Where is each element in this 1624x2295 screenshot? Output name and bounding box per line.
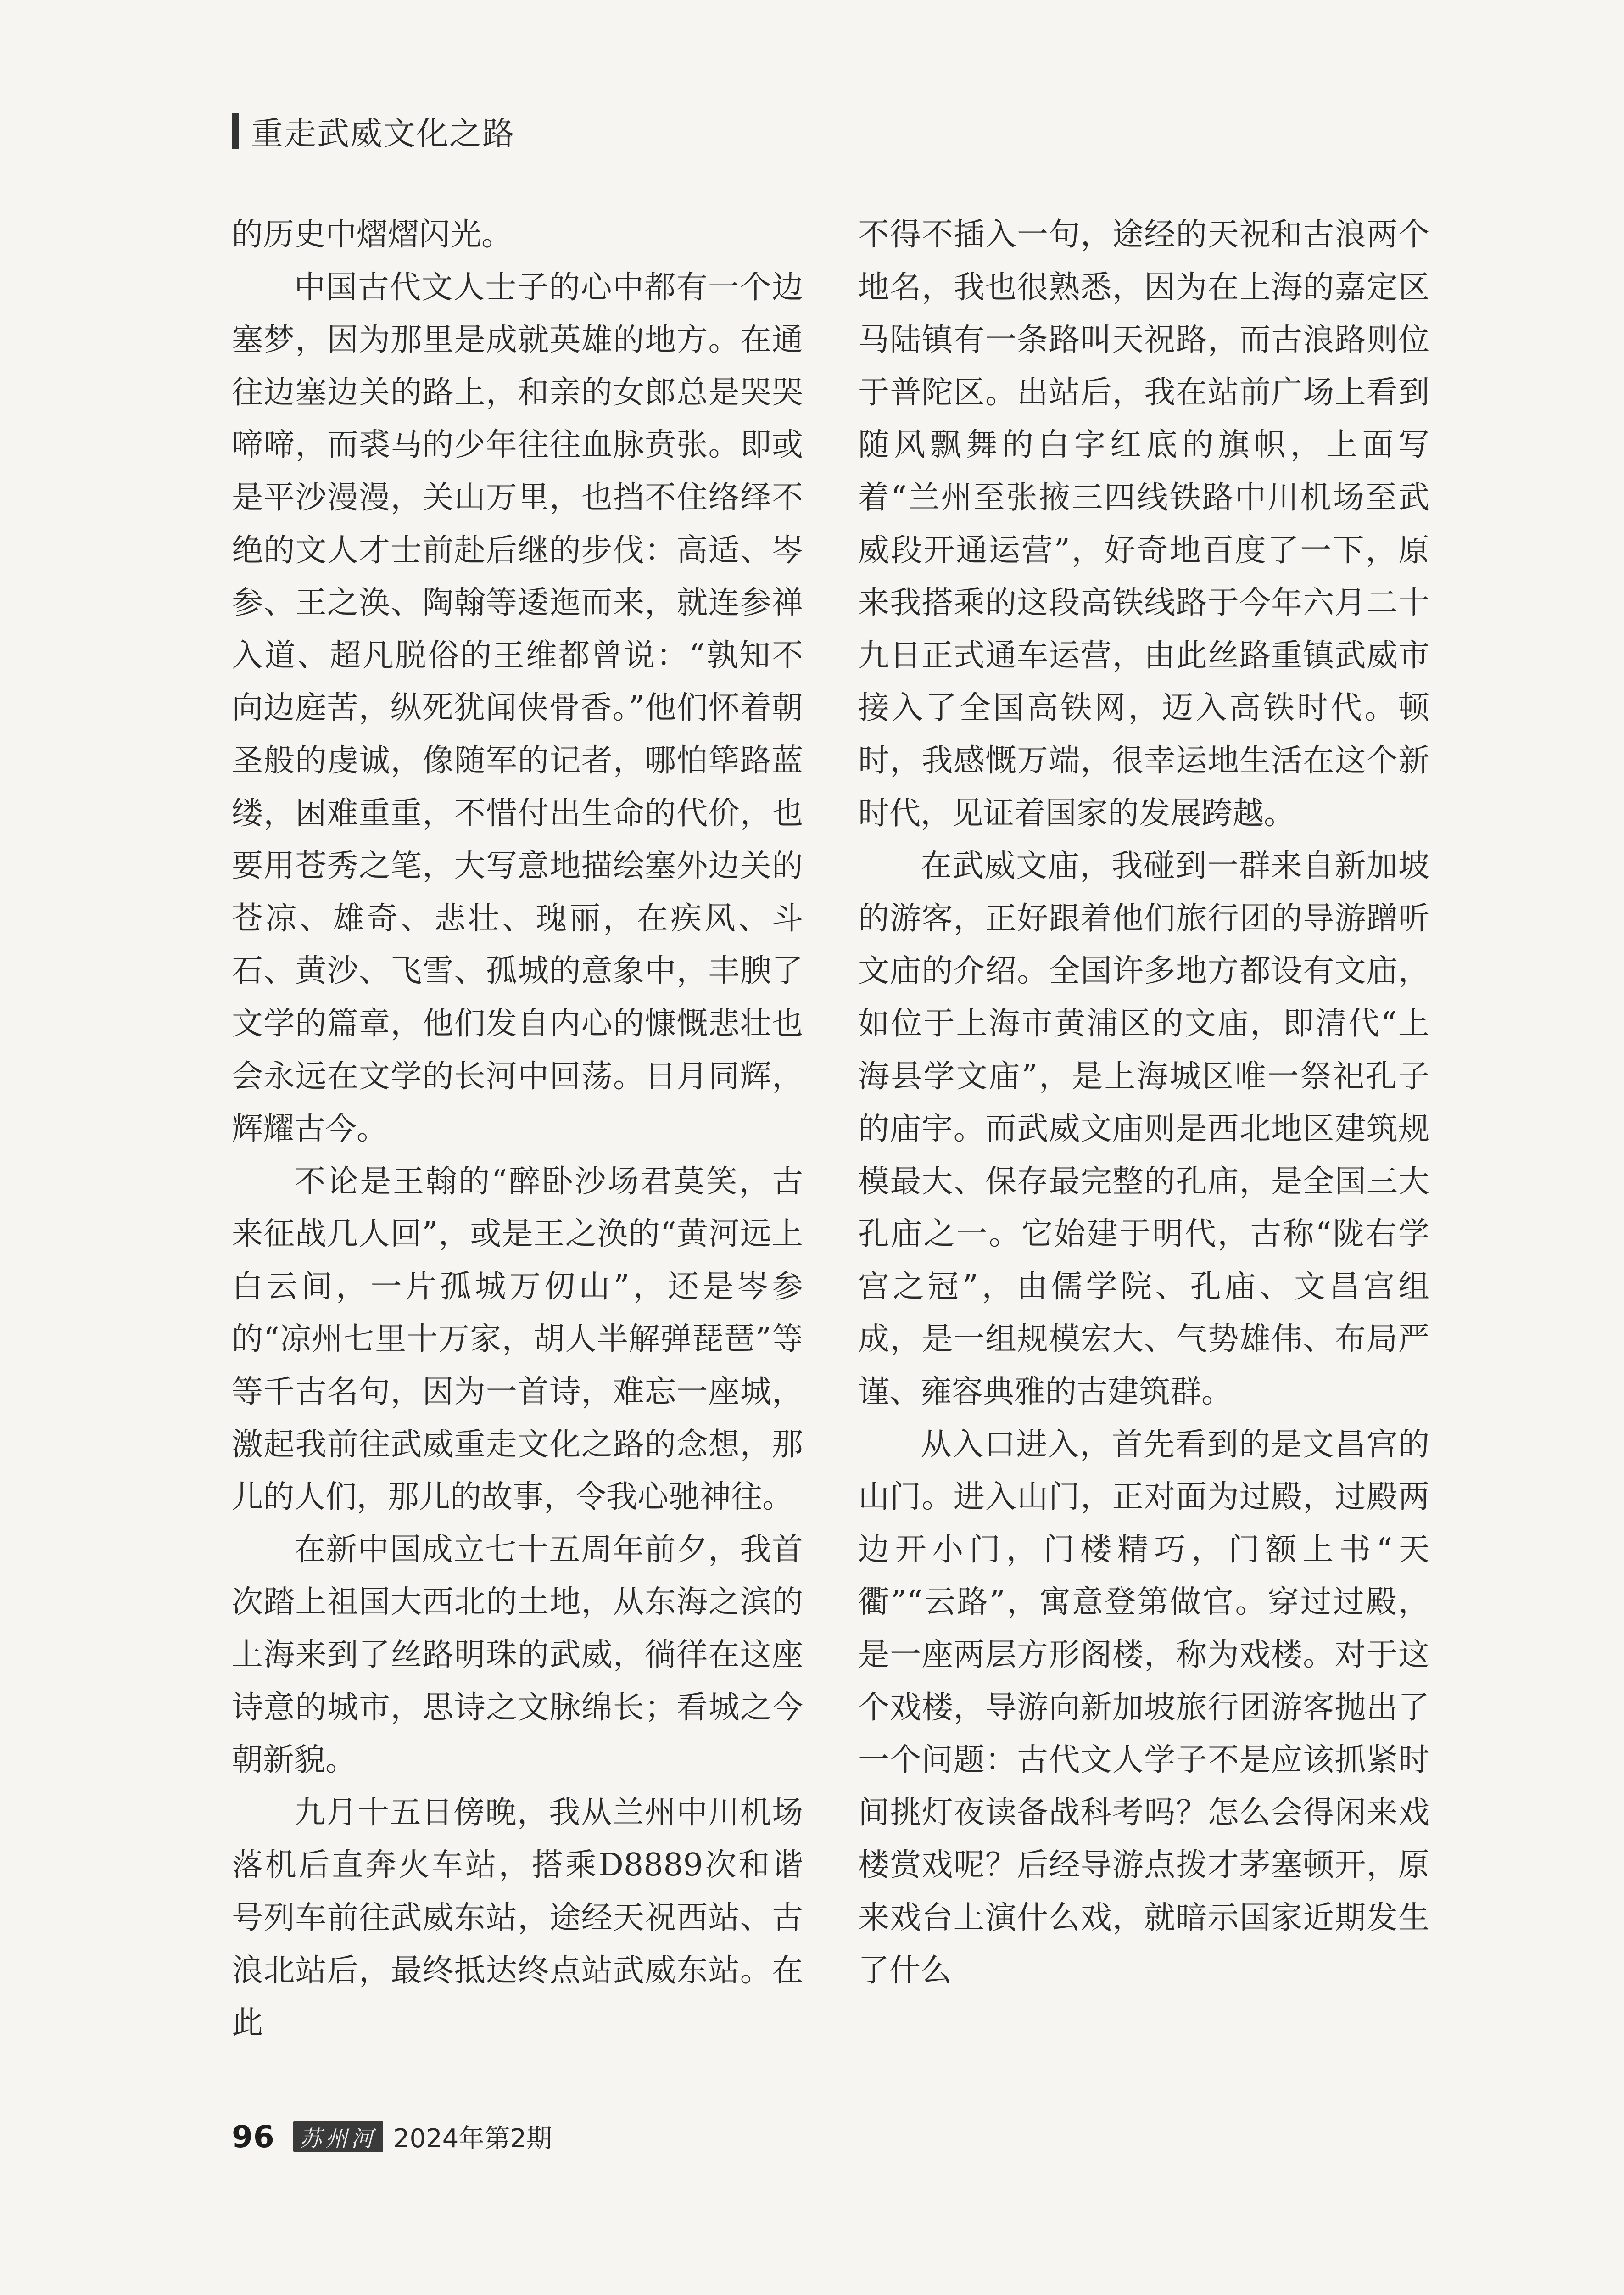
paragraph: 在新中国成立七十五周年前夕，我首次踏上祖国大西北的土地，从东海之滨的上海来到了丝路明珠的武威，徜徉在这座诗意的城市，思诗之文脉绵长；看城之今朝新貌。: [232, 1531, 803, 1779]
header-bar-mark: [232, 113, 239, 149]
page-number: 96: [232, 2119, 275, 2155]
issue-label: 2024年第2期: [393, 2124, 552, 2154]
paragraph: 中国古代文人士子的心中都有一个边塞梦，因为那里是成就英雄的地方。在通往边塞边关的路上，和亲的女郎总是哭哭啼啼，而裘马的少年往往血脉贲张。即或是平沙漫漫，关山万里，也挡不住络绎不绝的文人才士前赴后继的步伐：高适、岑参、王之涣、陶翰等逶迤而来，就连参禅入道、超凡脱俗的王维都曾说：“孰知不向边庭苦，纵死犹闻侠骨香。”他们怀着朝圣般的虔诚，像随军的记者，哪怕筚路蓝缕，困难重重，不惜付出生命的代价，也要用苍秀之笔，大写意地描绘塞外边关的苍凉、雄奇、悲壮、瑰丽，在疾风、斗石、黄沙、飞雪、孤城的意象中，丰腴了文学的篇章，他们发自内心的慷慨悲壮也会永远在文学的长河中回荡。日月同辉，辉耀古今。: [232, 269, 803, 1148]
paragraph: 九月十五日傍晚，我从兰州中川机场落机后直奔火车站，搭乘D8889次和谐号列车前往武威东站，途经天祝西站、古浪北站后，最终抵达终点站武威东站。在此: [232, 1794, 803, 2042]
running-header: [232, 106, 515, 156]
section-title: 重走武威文化之路: [251, 114, 515, 152]
paragraph: 在武威文庙，我碰到一群来自新加坡的游客，正好跟着他们旅行团的导游蹭听文庙的介绍。全国许多地方都设有文庙，如位于上海市黄浦区的文庙，即清代“上海县学文庙”，是上海城区唯一祭祀孔子的庙宇。而武威文庙则是西北地区建筑规模最大、保存最完整的孔庙，是全国三大孔庙之一。它始建于明代，古称“陇右学宫之冠”，由儒学院、孔庙、文昌宫组成，是一组规模宏大、气势雄伟、布局严谨、雍容典雅的古建筑群。: [858, 848, 1429, 1411]
paragraph: 不得不插入一句，途经的天祝和古浪两个地名，我也很熟悉，因为在上海的嘉定区马陆镇有一条路叫天祝路，而古浪路则位于普陀区。出站后，我在站前广场上看到随风飘舞的白字红底的旗帜，上面写着“兰州至张掖三四线铁路中川机场至武威段开通运营”，好奇地百度了一下，原来我搭乘的这段高铁线路于今年六月二十九日正式通车运营，由此丝路重镇武威市接入了全国高铁网，迈入高铁时代。顿时，我感慨万端，很幸运地生活在这个新时代，见证着国家的发展跨越。: [858, 217, 1429, 832]
left-column: [232, 209, 803, 2050]
page-footer: [232, 2116, 552, 2157]
right-column: [858, 209, 1429, 1997]
paragraph: 从入口进入，首先看到的是文昌宫的山门。进入山门，正对面为过殿，过殿两边开小门，门楼精巧，门额上书“天衢”“云路”，寓意登第做官。穿过过殿，是一座两层方形阁楼，称为戏楼。对于这个戏楼，导游向新加坡旅行团游客抛出了一个问题：古代文人学子不是应该抓紧时间挑灯夜读备战科考吗？怎么会得闲来戏楼赏戏呢？后经导游点拨才茅塞顿开，原来戏台上演什么戏，就暗示国家近期发生了什么: [858, 1426, 1429, 1989]
magazine-logo: 苏州河: [293, 2121, 383, 2152]
paragraph: 的历史中熠熠闪光。: [232, 217, 513, 253]
paragraph: 不论是王翰的“醉卧沙场君莫笑，古来征战几人回”，或是王之涣的“黄河远上白云间，一片孤城万仞山”，还是岑参的“凉州七里十万家，胡人半解弹琵琶”等等千古名句，因为一首诗，难忘一座城，激起我前往武威重走文化之路的念想，那儿的人们，那儿的故事，令我心驰神往。: [232, 1163, 803, 1516]
